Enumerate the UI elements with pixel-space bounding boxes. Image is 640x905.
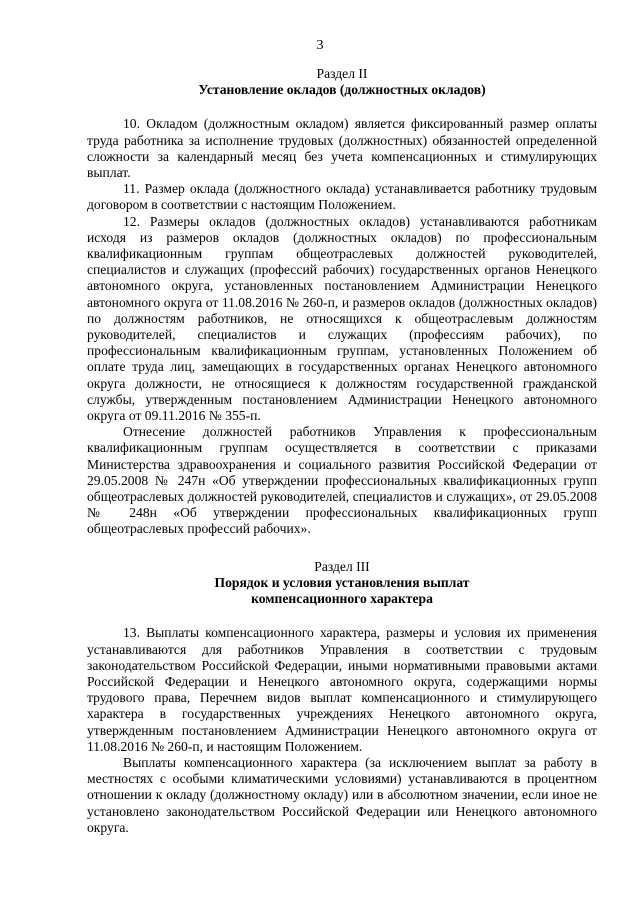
section-3-label: Раздел III [314,558,370,574]
section-2-title: Установление окладов (должностных окладов) [198,82,486,98]
section-3-title-line-1: Порядок и условия установления выплат [214,574,470,590]
document-body [87,66,597,836]
section-3 [87,559,597,836]
paragraph-10: 10. Окладом (должностным окладом) является фиксированный размер оплаты труда работника за исполнение трудовых (должностных) обязанностей определенной сложности за календарный месяц без учета компенсационных и стимулирующих выплат. [87,116,597,181]
paragraph-13-rates: Выплаты компенсационного характера (за исключением выплат за работу в местностях с особыми климатическими условиями) устанавливаются в процентном отношении к окладу (должностному окладу) или в абсолютном значении, если иное не установлено законодательством Российской Федерации или Ненецкого автономного округа. [87,754,597,835]
paragraph-12: 12. Размеры окладов (должностных окладов) устанавливаются работникам исходя из размеров окладов (должностных окладов) по профессиональным квалификационным группам общеотраслевых должностей руководителей, специалистов и служащих (профессий рабочих) государственных органов Ненецкого автономного округа, установленных постановлением Администрации Ненецкого автономного округа от 11.08.2016 № 260-п, и размеров окладов (должностных окладов) по должностям работников, не относящихся к общеотраслевым должностям руководителей, специалистов и служащих (профессиям рабочих), по профессиональным квалификационным группам, установленных Положением об оплате труда лиц, замещающих в государственных органах Ненецкого автономного округа должности, не относящиеся к должностям государственной гражданской службы, утвержденным постановлением Администрации Ненецкого автономного округа от 09.11.2016 № 355-п. [87,213,597,424]
section-2 [87,66,597,538]
page-number: 3 [316,38,324,53]
section-2-label: Раздел II [316,66,368,81]
paragraph-12-assignment: Отнесение должностей работников Управления к профессиональным квалификационным группам осуществляется в соответствии с приказами Министерства здравоохранения и социального развития Российской Федерации от 29.05.2008 № 247н «Об утверждении профессиональных квалификационных групп общеотраслевых должностей руководителей, специалистов и служащих», от 29.05.2008 № 248н «Об утверждении профессиональных квалификационных групп общеотраслевых профессий рабочих». [87,424,597,537]
paragraph-11: 11. Размер оклада (должностного оклада) устанавливается работнику трудовым договором в соответствии с настоящим Положением. [87,181,597,213]
section-3-title-line-2: компенсационного характера [251,591,433,607]
paragraph-13: 13. Выплаты компенсационного характера, размеры и условия их применения устанавливаются для работников Управления в соответствии с трудовым законодательством Российской Федерации, иными нормативными правовыми актами Российской Федерации и Ненецкого автономного округа, содержащими нормы трудового права, Перечнем видов выплат компенсационного и стимулирующего характера в государственных учреждениях Ненецкого автономного округа, утвержденным постановлением Администрации Ненецкого автономного округа от 11.08.2016 № 260-п, и настоящим Положением. [87,625,597,754]
